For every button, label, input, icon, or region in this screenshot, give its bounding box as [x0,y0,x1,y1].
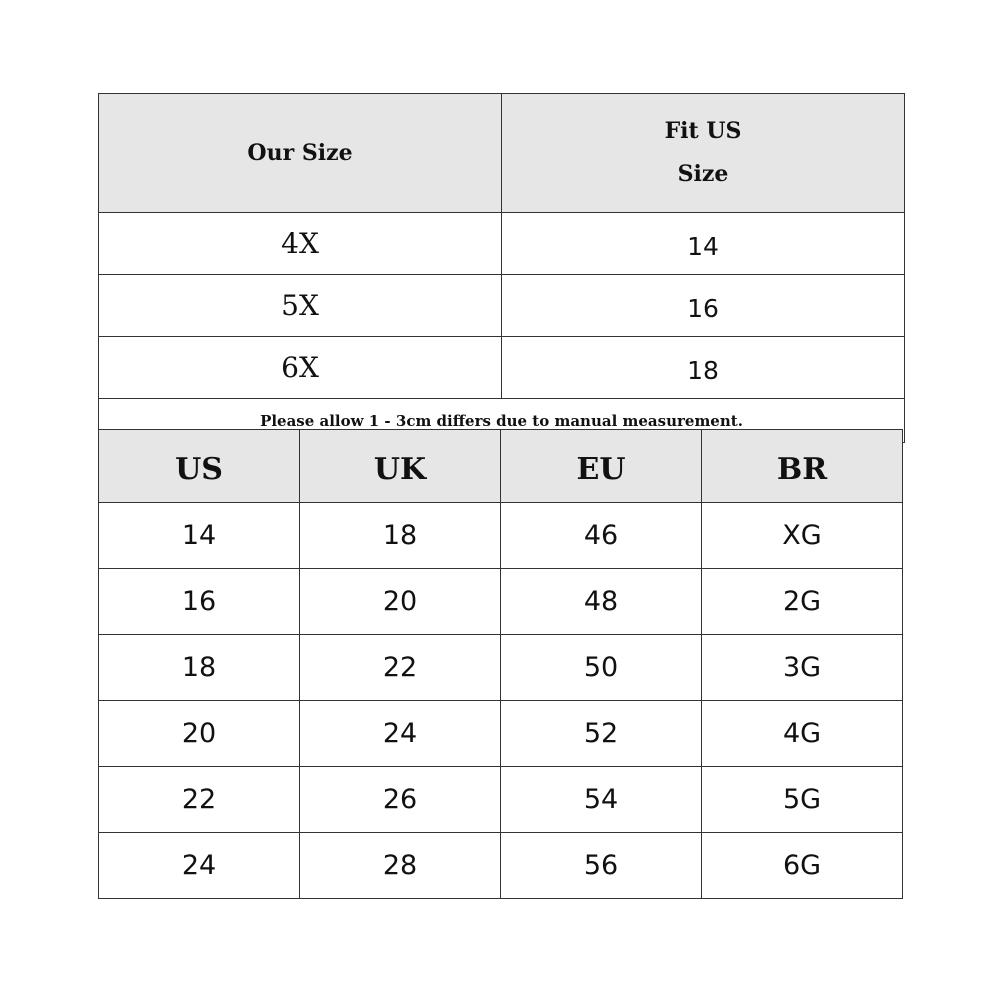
eu-cell: 54 [501,767,702,833]
uk-cell: 28 [300,833,501,899]
eu-cell: 48 [501,569,702,635]
us-cell: 24 [99,833,300,899]
br-cell: 4G [702,701,903,767]
header-our-size [99,94,502,213]
us-cell: 16 [99,569,300,635]
header-br: BR [702,430,903,503]
header-us: US [99,430,300,503]
table-row [99,635,903,701]
table-row [99,569,903,635]
table-row [99,833,903,899]
eu-cell: 52 [501,701,702,767]
us-cell: 20 [99,701,300,767]
uk-cell: 20 [300,569,501,635]
uk-cell: 26 [300,767,501,833]
header-fit-us-line2: Size [677,161,729,187]
table-row [99,275,905,337]
uk-cell: 24 [300,701,501,767]
us-cell: 18 [99,635,300,701]
table-row [99,701,903,767]
header-eu: EU [501,430,702,503]
br-cell: 3G [702,635,903,701]
table-row [99,213,905,275]
header-fit-us-size [502,94,905,213]
conversion-header-row [99,430,903,503]
fit-us-cell: 14 [502,213,905,275]
uk-cell: 18 [300,503,501,569]
size-fit-table [98,93,905,443]
our-size-cell: 5X [99,275,502,337]
fit-us-cell: 16 [502,275,905,337]
uk-cell: 22 [300,635,501,701]
fit-us-cell: 18 [502,337,905,399]
br-cell: 2G [702,569,903,635]
eu-cell: 46 [501,503,702,569]
table-row [99,503,903,569]
br-cell: XG [702,503,903,569]
our-size-cell: 6X [99,337,502,399]
header-uk: UK [300,430,501,503]
eu-cell: 56 [501,833,702,899]
size-table-header-row [99,94,905,213]
header-our-size-label: Our Size [247,139,353,166]
table-row [99,767,903,833]
eu-cell: 50 [501,635,702,701]
us-cell: 14 [99,503,300,569]
measurement-note: Please allow 1 - 3cm differs due to manual measurement. [99,399,905,443]
our-size-cell: 4X [99,213,502,275]
size-conversion-table [98,429,903,899]
us-cell: 22 [99,767,300,833]
br-cell: 6G [702,833,903,899]
table-row [99,337,905,399]
br-cell: 5G [702,767,903,833]
header-fit-us-line1: Fit US [664,118,742,144]
